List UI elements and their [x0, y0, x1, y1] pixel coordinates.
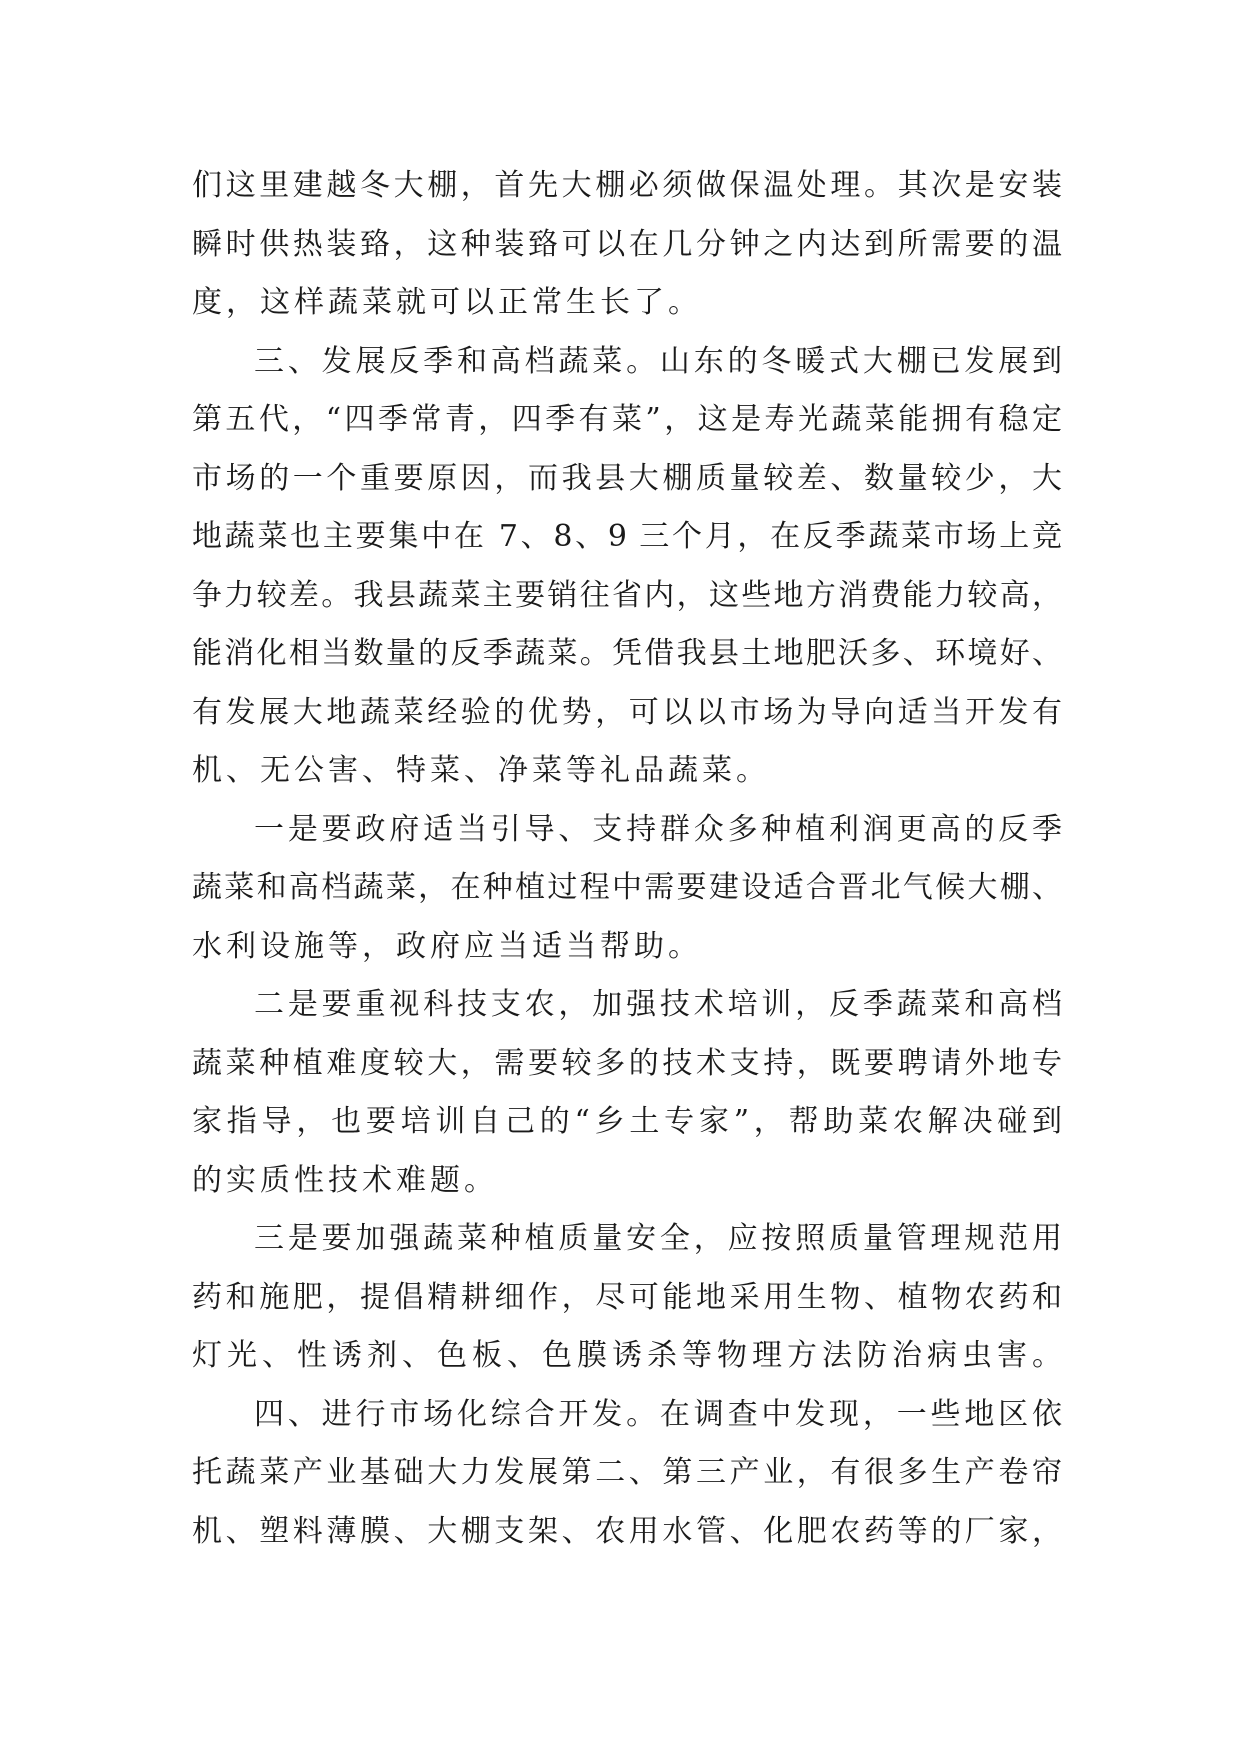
text-line: 蔬菜和高档蔬菜，在种植过程中需要建设适合晋北气候大棚、 — [192, 870, 1062, 905]
text-line: 机、无公害、特菜、净菜等礼品蔬菜。 — [192, 753, 770, 788]
text-line: 水利设施等，政府应当适当帮助。 — [192, 928, 702, 964]
text-line: 们这里建越冬大棚，首先大棚必须做保温处理。其次是安装 — [192, 168, 1062, 203]
text-line: 家指导，也要培训自己的“乡土专家”，帮助菜农解决碰到 — [192, 1104, 1062, 1139]
text-line: 瞬时供热装臵，这种装臵可以在几分钟之内达到所需要的温 — [192, 226, 1062, 262]
paragraph-first-line: 一是要政府适当引导、支持群众多种植利润更高的反季 — [254, 811, 1062, 847]
text-line: 的实质性技术难题。 — [192, 1162, 498, 1198]
text-line: 市场的一个重要原因，而我县大棚质量较差、数量较少，大 — [192, 460, 1062, 496]
text-line: 地蔬菜也主要集中在 7、8、9 三个月，在反季蔬菜市场上竞 — [192, 519, 1062, 554]
paragraph-first-line: 四、进行市场化综合开发。在调查中发现，一些地区依 — [254, 1396, 1062, 1432]
text-line: 蔬菜种植难度较大，需要较多的技术支持，既要聘请外地专 — [192, 1045, 1062, 1081]
paragraph-first-line: 三、发展反季和高档蔬菜。山东的冬暖式大棚已发展到 — [254, 343, 1062, 379]
text-line: 争力较差。我县蔬菜主要销往省内，这些地方消费能力较高， — [192, 577, 1062, 613]
text-line: 药和施肥，提倡精耕细作，尽可能地采用生物、植物农药和 — [192, 1279, 1062, 1315]
text-line: 机、塑料薄膜、大棚支架、农用水管、化肥农药等的厂家， — [192, 1513, 1062, 1549]
text-line: 灯光、性诱剂、色板、色膜诱杀等物理方法防治病虫害。 — [192, 1338, 1062, 1373]
text-line: 第五代，“四季常青，四季有菜”，这是寿光蔬菜能拥有稳定 — [192, 402, 1062, 437]
text-line: 能消化相当数量的反季蔬菜。凭借我县土地肥沃多、环境好、 — [192, 636, 1062, 671]
paragraph-first-line: 三是要加强蔬菜种植质量安全，应按照质量管理规范用 — [254, 1221, 1062, 1256]
text-line: 托蔬菜产业基础大力发展第二、第三产业，有很多生产卷帘 — [192, 1455, 1062, 1490]
paragraph-first-line: 二是要重视科技支农，加强技术培训，反季蔬菜和高档 — [254, 987, 1062, 1022]
text-line: 度，这样蔬菜就可以正常生长了。 — [192, 285, 702, 320]
document-body — [192, 157, 1062, 1561]
text-line: 有发展大地蔬菜经验的优势，可以以市场为导向适当开发有 — [192, 694, 1062, 730]
